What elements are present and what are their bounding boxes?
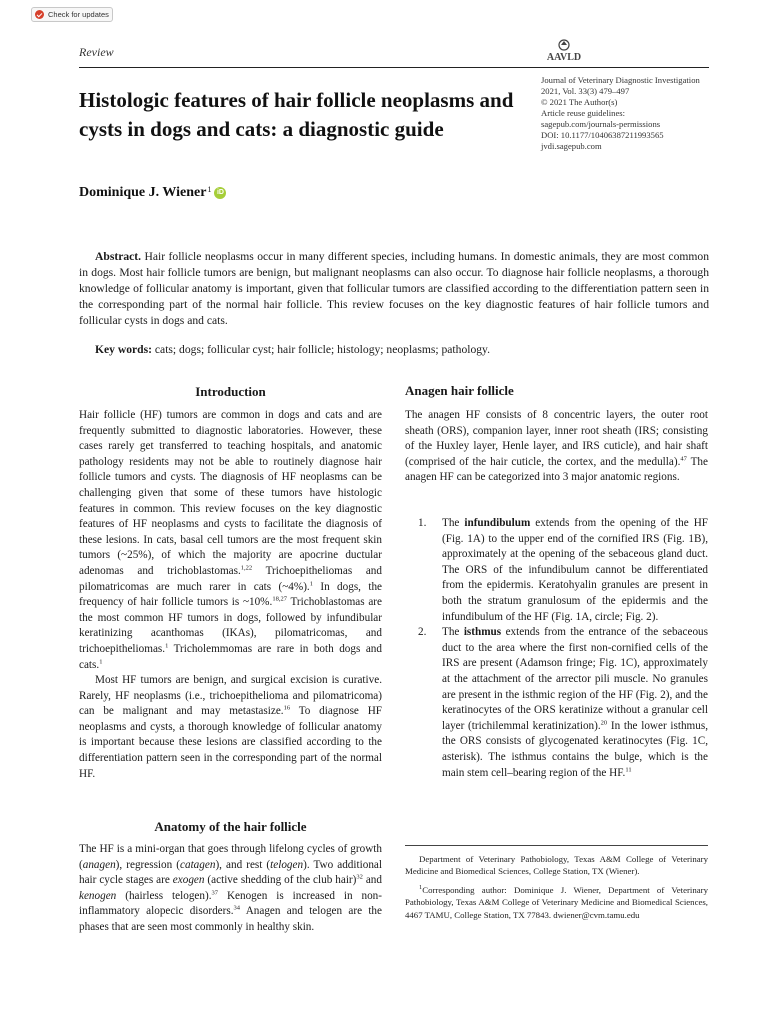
journal-line: © 2021 The Author(s) — [541, 97, 618, 107]
list-item: 1. The infundibulum extends from the opening of the HF (Fig. 1A) to the upper end of the cornified IRS (Fig. 1B), approximately at the opening of the sebaceous gland duct. The ORS of the infundibulum cannot be differentiated from the epidermis. Keratohyalin granules are present in both the stratum granulosum of the epidermis and the infundibulum of the HF (Fig. 1A, circle; Fig. 2). — [418, 517, 708, 623]
list-item: 2. The isthmus extends from the entrance of the sebaceous duct to the area where the first non-cornified cells of the IRS are present (Adamson fringe; Fig. 1C), approximately at the attachment of the arrector pili muscle. No granules are present in the isthmic region of the HF (Fig. 2), and the keratinocytes of the ORS keratinize without a granular cell layer (trichilemmal keratinization).$^{20}$ In the lower isthmus, the ORS consists of glycogenated keratinocytes (Fig. 1C, asterisk). The isthmus contains the bulge, which is the main stem cell–bearing region of the HF.$^{11}$ — [418, 626, 708, 779]
citation[interactable]: 37 — [211, 889, 219, 897]
anatomy-heading: Anatomy of the hair follicle — [154, 819, 307, 834]
journal-line: Journal of Veterinary Diagnostic Investigation — [541, 75, 700, 85]
introduction-body — [79, 408, 382, 782]
journal-link[interactable]: sagepub.com/journals-permissions — [541, 119, 661, 129]
keywords-label: Key words: — [95, 343, 152, 356]
citation[interactable]: 1 — [309, 579, 313, 587]
keywords-text: cats; dogs; follicular cyst; hair follicle; histology; neoplasms; pathology. — [154, 343, 490, 356]
intro-paragraph-1: Hair follicle (HF) tumors are common in dogs and cats and are frequently submitted to diagnostic laboratories. However, these cases rarely get transferred to teaching hospitals, and anatomic pathology residents may not be able to routinely diagnose hair follicle tumors and cysts. The diagnosis of HF neoplasms can be challenging given that some of these tumors have histologic features in common. This review focuses on the key diagnostic features of HF neoplasms and cysts to facilitate the diagnosis of these lesions. In cats, basal cell tumors are the most frequent skin tumors (~25%), of which the majority are apocrine ductular adenomas and trichoblastomas.$^{1,22}$ Trichoepitheliomas and pilomatricomas are much rarer in cats (~4%).$^1$ In dogs, the frequency of hair follicle tumors is ~10%.$^{18,27}$ Trichoblastomas are the most common HF tumors in dogs, followed by infundibular keratinizing acanthomas (IKAs), pilomatricomas, and trichoepitheliomas.$^1$ Tricholemmomas are rare in both dogs and cats.$^1$ — [79, 409, 383, 671]
abstract-label: Abstract. — [95, 250, 142, 263]
anatomic-regions-list — [418, 516, 708, 781]
journal-info — [541, 75, 721, 152]
abstract-text: Hair follicle neoplasms occur in many different species, including humans. In domestic animals, they are most common in dogs. Most hair follicle tumors are benign, but malignant neoplasms can also occur. To diagnose hair follicle neoplasms, a thorough knowledge of follicular anatomy is important, given that follicular tumors are classified according to the differentiation pattern seen in the corresponding part of the normal hair follicle. This review focuses on the key diagnostic features of hair follicle tumors and follicular cysts in dogs and cats. — [79, 250, 709, 327]
citation[interactable]: 32 — [356, 873, 363, 881]
abstract — [79, 249, 709, 329]
check-for-updates-button[interactable] — [31, 7, 113, 22]
anatomy-paragraph-1: The HF is a mini-organ that goes through lifelong cycles of growth (anagen), regression (catagen), and rest (telogen). Two additional hair cycle stages are exogen (active shedding of the club hair)$^{32}$ and kenogen (hairless telogen).$^{37}$ Kenogen is increased in non-inflammatory alopecic disorders.$^{34}$ Anagen and telogen are the phases that are seen most commonly in healthy skin. — [79, 843, 382, 933]
header-rule — [79, 67, 709, 68]
logo-text: AAVLD — [546, 52, 582, 62]
aavld-logo — [538, 36, 590, 62]
journal-line: Article reuse guidelines: — [541, 108, 625, 118]
author-affiliation-sup: 1 — [207, 185, 212, 194]
check-for-updates-label: Check for updates — [48, 10, 109, 19]
orcid-icon[interactable]: iD — [214, 187, 226, 199]
doi-link[interactable]: DOI: 10.1177/10406387211993565 — [541, 130, 664, 140]
journal-site-link[interactable]: jvdi.sagepub.com — [541, 141, 602, 151]
introduction-heading: Introduction — [195, 384, 266, 399]
author-line — [79, 185, 226, 201]
anagen-paragraph-1: The anagen HF consists of 8 concentric layers, the outer root sheath (ORS), companion layer, inner root sheath (IRS; consisting of the Huxley layer, Henle layer, and IRS cuticle), and hair shaft (comprised of the hair cuticle, the cortex, and the medulla).$^{47}$ The anagen HF can be categorized into 3 major anatomic regions. — [405, 409, 708, 484]
article-title: Histologic features of hair follicle neoplasms and cysts in dogs and cats: a diagnostic guide — [79, 88, 514, 141]
footnote-rule — [405, 845, 708, 846]
anatomy-body — [79, 842, 382, 936]
citation[interactable]: 1 — [165, 642, 169, 650]
anagen-heading: Anagen hair follicle — [405, 383, 514, 398]
footnotes — [405, 853, 708, 927]
citation[interactable]: 1,22 — [240, 564, 253, 572]
journal-line: 2021, Vol. 33(3) 479–497 — [541, 86, 630, 96]
corresponding-note: $^1$Corresponding author: Dominique J. Wiener, Department of Veterinary Pathobiology, Texas A&M College of Veterinary Medicine and Biomedical Sciences, 4467 TAMU, College Station, TX 77843. dwiener@cvm.tamu.edu — [405, 883, 708, 920]
citation[interactable]: 18,27 — [272, 595, 287, 603]
article-type: Review — [79, 45, 114, 59]
intro-paragraph-2: Most HF tumors are benign, and surgical excision is curative. Rarely, HF neoplasms (i.e., trichoepithelioma and pilomatricoma) can be malignant and may metastasize.$^{16}$ To diagnose HF neoplasms and cysts, a thorough knowledge of follicular anatomy is important because these lesions are classified according to the differentiation pattern seen in the corresponding part of the normal HF. — [79, 674, 382, 780]
anagen-body — [405, 408, 708, 486]
citation[interactable]: 1 — [99, 657, 103, 665]
author-name: Dominique J. Wiener — [79, 185, 207, 200]
check-updates-icon — [35, 10, 44, 19]
affiliation-note: Department of Veterinary Pathobiology, Texas A&M College of Veterinary Medicine and Biomedical Sciences, College Station, TX (Wiener). — [405, 854, 708, 877]
citation[interactable]: 34 — [233, 904, 241, 912]
citation[interactable]: 20 — [600, 718, 608, 726]
citation[interactable]: 47 — [680, 455, 687, 463]
citation[interactable]: 11 — [625, 765, 632, 773]
citation[interactable]: 16 — [283, 704, 291, 712]
keywords — [95, 342, 705, 358]
